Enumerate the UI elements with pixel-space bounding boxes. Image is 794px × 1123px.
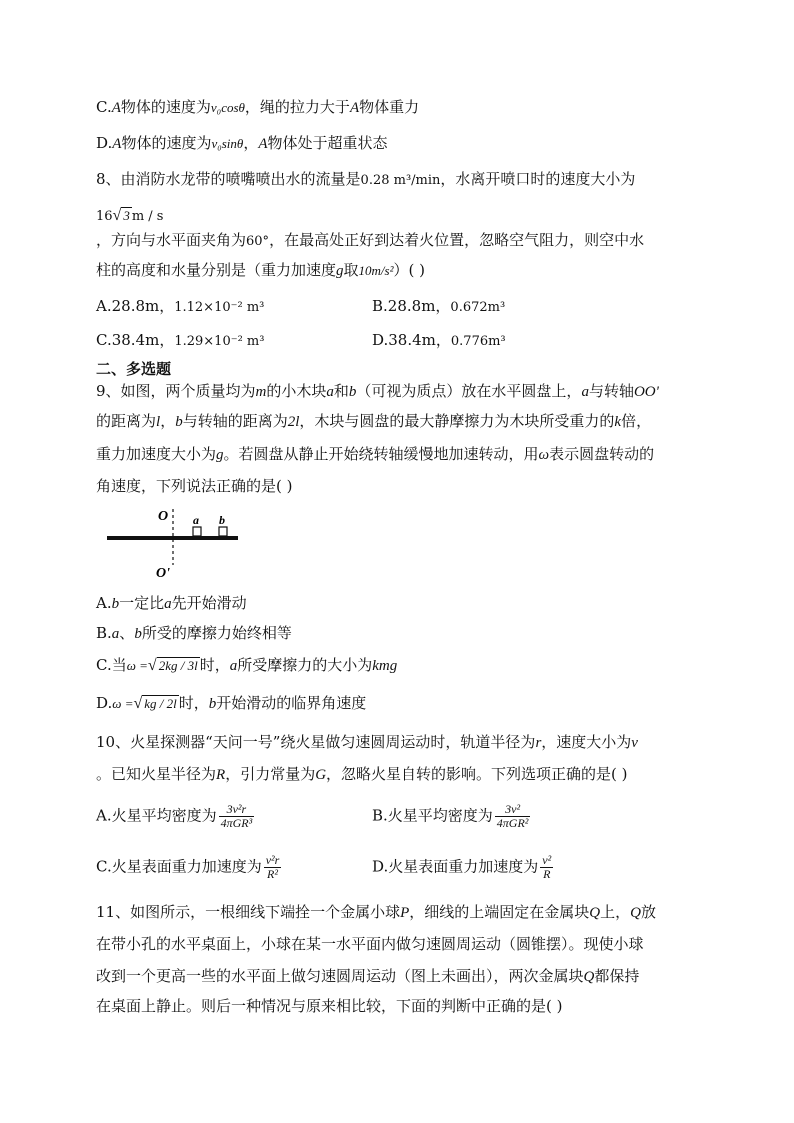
stem-text: 取 [343,261,359,279]
stem-text: 的距离为 [96,412,157,430]
q8-option-d [372,330,506,352]
option-text: 物体的速度为 [120,98,211,116]
q8-option-b [372,296,505,318]
option-letter: A. [96,594,112,612]
block-a-label: a [193,513,199,527]
q8-speed [96,205,163,227]
option-text: 一定比 [119,594,165,612]
denominator: 4πGR³ [220,816,253,830]
stem-text: 与转轴 [588,382,634,400]
q9-stem-line1 [96,381,659,402]
option-letter: D. [96,134,113,152]
q10-option-b [372,803,532,830]
var: k [614,414,622,430]
var: l [156,414,161,430]
var: Q [630,905,641,921]
var: 2l [287,414,300,430]
radicand: 2kg / 3l [158,658,198,673]
stem-text: 10、火星探测器“天问一号”绕火星做匀速圆周运动时，轨道半径为 [96,733,536,751]
stem-text: 表示圆盘转动的 [549,445,655,463]
stem-text: 柱的高度和水量分别是（重力加速度 [96,261,337,279]
numerator: 3v² [505,802,521,816]
option-text: 时， [178,694,209,712]
var: R [216,767,226,783]
stem-text: 和 [333,382,349,400]
var: v [631,735,638,751]
q8-stem-line3 [96,260,425,281]
sqrt-expr: √ kg / 2l [133,695,177,712]
q11-stem-line3 [96,966,639,987]
q10-stem-line1 [96,732,638,753]
q11-stem-line4: 在桌面上静止。则后一种情况与原来相比较，下面的判断中正确的是( ) [96,997,563,1015]
q10-option-c [96,854,283,881]
option-text: A.火星平均密度为 [96,806,217,825]
option-text: C.当 [96,656,127,674]
var: b [208,696,217,712]
math-expr: 1.29×10⁻² m³ [174,334,265,349]
stem-text: ，水离开喷口时的速度大小为 [440,170,636,188]
q9-option-c [96,655,397,676]
stem-text: 11、如图所示，一根细线下端拴一个金属小球 [96,903,401,921]
q11-stem-line2: 在带小孔的水平桌面上，小球在某一水平面内做匀速圆周运动（圆锥摆）。现使小球 [96,935,644,953]
var: b [348,384,357,400]
option-text: C.38.4m， [96,331,175,349]
unit: m / s [131,209,164,224]
math-expr: ω = [126,658,148,673]
var: Q [589,905,601,921]
var-g: g [336,263,344,279]
axis-label-top: O [158,509,169,524]
denominator: R [540,867,553,881]
stem-text: 与转轴的距离为 [182,412,288,430]
math-expr: 0.672m³ [450,300,506,315]
var: m [255,384,267,400]
var: a [229,658,238,674]
var: b [175,414,183,430]
fraction [540,854,553,881]
var-a: A [258,136,268,152]
math-expr: ω = [112,696,134,711]
stem-text: 。若圆盘从静止开始绕转轴缓慢地加速转动，用 [223,445,539,463]
option-letter: B. [96,624,112,642]
var: a [581,384,589,400]
math-expr: 16 [96,209,113,224]
stem-text: ，引力常量为 [225,765,316,783]
q8-option-c [96,330,264,352]
fraction [219,803,255,830]
var-a: A [112,136,122,152]
q9-option-a [96,593,247,614]
var: ω [538,447,550,463]
numerator: 3v²r [226,802,247,816]
option-text: 时， [199,656,230,674]
var: b [111,596,120,612]
option-text: ，绳的拉力大于 [244,98,350,116]
var: g [216,447,224,463]
q7-option-c [96,97,419,118]
q8-option-a [96,296,264,318]
option-text: A.28.8m， [96,297,175,315]
math-expr: 10m/s² [358,263,394,278]
option-text: 物体重力 [359,98,420,116]
math-expr: 60° [246,234,270,249]
option-text: C.火星表面重力加速度为 [96,857,262,876]
q8-stem-line1 [96,169,635,191]
stem-text: 上， [600,903,631,921]
stem-text: ， [160,412,176,430]
numerator: v² [542,853,552,867]
option-text: 物体处于超重状态 [267,134,388,152]
q10-option-d [372,854,555,881]
denominator: R² [264,867,282,881]
stem-text: 9、如图，两个质量均为 [96,382,256,400]
stem-text: ，方向与水平面夹角为 [96,231,247,249]
var: a [111,626,120,642]
stem-text: ，速度大小为 [541,733,632,751]
stem-text: ，忽略火星自转的影响。下列选项正确的是( ) [326,765,628,783]
option-letter: C. [96,98,112,116]
stem-text: ，在最高处正好到达着火位置，忽略空气阻力，则空中水 [269,231,645,249]
block-a [193,527,201,536]
stem-text: 。已知火星半径为 [96,765,217,783]
option-text: 所受摩擦力的大小为 [237,656,373,674]
stem-text: ）( ) [393,261,425,279]
radicand: 3 [123,208,130,223]
option-text: B.火星平均密度为 [372,806,493,825]
option-text: B.28.8m， [372,297,451,315]
q7-option-d [96,133,388,154]
math-expr: kmg [372,658,398,674]
var: b [134,626,142,642]
var: a [164,596,172,612]
math-expr: v₀sinθ [211,136,244,151]
stem-text: 都保持 [594,967,640,985]
var: G [315,767,327,783]
stem-text: 放 [640,903,656,921]
q8-stem-line2 [96,230,644,252]
option-text: ， [243,134,259,152]
stem-text: （可视为质点）放在水平圆盘上， [356,382,582,400]
block-b [219,527,227,536]
option-text: 、 [119,624,135,642]
math-expr: 0.28 m³/min [360,173,441,188]
option-letter: D. [96,694,113,712]
var-a: A [349,100,360,116]
var: Q [583,969,595,985]
q9-option-b [96,623,292,644]
math-expr: 1.12×10⁻² m³ [174,300,265,315]
var: OO' [633,384,659,400]
q9-option-d [96,693,366,714]
radicand: kg / 2l [144,696,177,711]
fraction [264,854,282,881]
denominator: 4πGR² [496,816,529,830]
stem-text: 的小木块 [266,382,327,400]
q9-stem-line4: 角速度，下列说法正确的是( ) [96,477,293,495]
q9-stem-line2 [96,411,651,432]
stem-text: 8、由消防水龙带的喷嘴喷出水的流量是 [96,170,361,188]
numerator: v²r [265,853,280,867]
axis-label-bottom: O' [156,566,170,580]
var: a [326,384,334,400]
block-b-label: b [219,513,225,527]
option-text: 开始滑动的临界角速度 [216,694,367,712]
sqrt-expr: √ 3 [112,207,130,224]
stem-text: ，木块与圆盘的最大静摩擦力为木块所受重力的 [299,412,615,430]
var: r [535,735,542,751]
stem-text: ，细线的上端固定在金属块 [409,903,590,921]
option-text: D.火星表面重力加速度为 [372,857,539,876]
fraction [495,803,531,830]
stem-text: 倍， [621,412,652,430]
option-text: 先开始滑动 [171,594,247,612]
q10-stem-line2 [96,764,628,785]
section-heading: 二、多选题 [96,360,172,378]
sqrt-expr: √ 2kg / 3l [147,657,198,674]
stem-text: 改到一个更高一些的水平面上做匀速圆周运动（图上未画出），两次金属块 [96,967,584,985]
var: P [400,905,410,921]
q10-option-a [96,803,256,830]
option-text: 所受的摩擦力始终相等 [141,624,292,642]
q11-stem-line1 [96,902,656,923]
math-expr: 0.776m³ [450,334,506,349]
option-text: D.38.4m， [372,331,451,349]
option-text: 物体的速度为 [121,134,212,152]
q9-stem-line3 [96,444,654,465]
q9-turntable-figure [100,505,250,580]
var-a: A [111,100,121,116]
stem-text: 重力加速度大小为 [96,445,217,463]
math-expr: v₀cosθ [210,100,245,115]
